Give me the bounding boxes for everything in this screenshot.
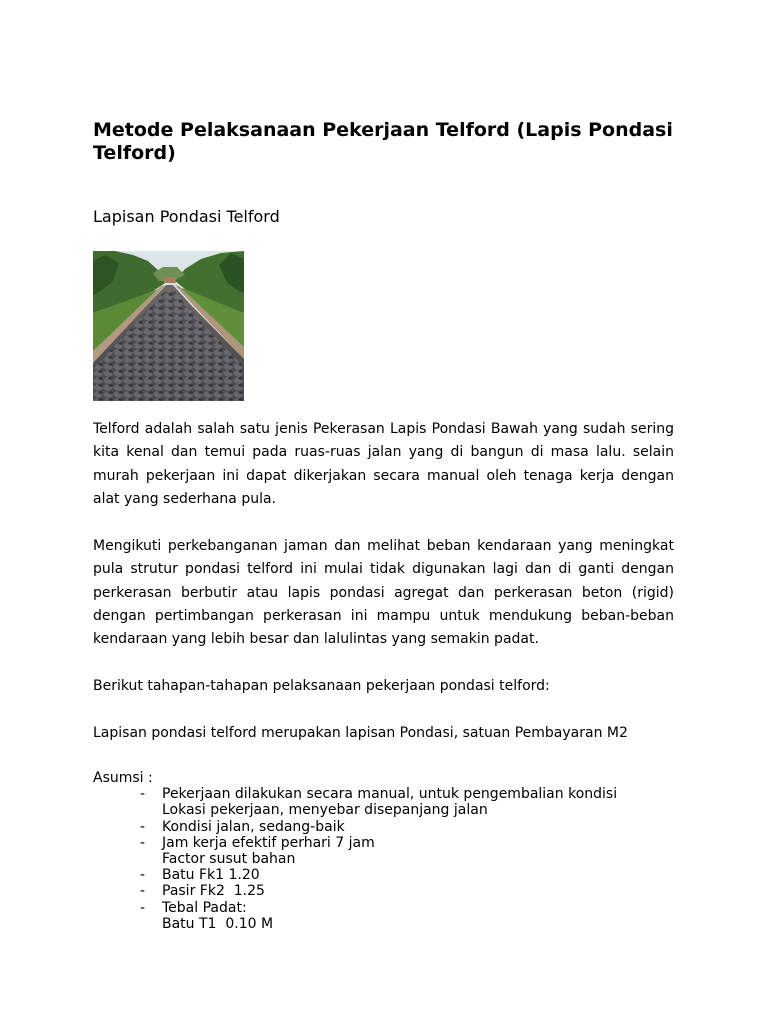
paragraph-payment-unit: Lapisan pondasi telford merupakan lapisan Pondasi, satuan Pembayaran M2 [93, 725, 628, 741]
list-item-text: Tebal Padat: [162, 899, 247, 916]
list-item-continuation: Batu T1 0.10 M [162, 915, 274, 932]
list-item [93, 867, 674, 883]
list-item [93, 900, 674, 932]
list-item-text: Jam kerja efektif perhari 7 jam [162, 834, 375, 851]
telford-road-photo [93, 251, 244, 401]
list-dash: - [140, 899, 146, 916]
paragraph-steps-intro: Berikut tahapan-tahapan pelaksanaan pekerjaan pondasi telford: [93, 678, 550, 694]
list-item [93, 835, 674, 867]
list-dash: - [140, 818, 146, 835]
list-dash: - [140, 883, 146, 900]
list-dash: - [140, 786, 146, 803]
section-subtitle: Lapisan Pondasi Telford [93, 207, 280, 226]
list-item-text: Pasir Fk2 1.25 [162, 883, 265, 900]
paragraph-development: Mengikuti perkebanganan jaman dan melihat beban kendaraan yang meningkat pula strutur pondasi telford ini mulai tidak digunakan lagi dan di ganti dengan perkerasan berbutir atau lapis pondasi agregat dan perkerasan beton (rigid) dengan pertimbangan perkerasan ini mampu untuk mendukung beban-beban kendaraan yang lebih besar dan lalulintas yang semakin padat. [93, 538, 674, 648]
paragraph-telford-intro: Telford adalah salah satu jenis Pekerasan Lapis Pondasi Bawah yang sudah sering kita kenal dan temui pada ruas-ruas jalan yang di bangun di masa lalu. selain murah pekerjaan ini dapat dikerjakan secara manual oleh tenaga kerja dengan alat yang sederhana pula. [93, 421, 674, 507]
assumptions-section [93, 770, 674, 932]
list-item [93, 786, 674, 818]
list-item-continuation: Lokasi pekerjaan, menyebar disepanjang jalan [162, 802, 488, 819]
page-title: Metode Pelaksanaan Pekerjaan Telford (Lapis Pondasi Telford) [93, 119, 673, 164]
list-item-text: Batu Fk1 1.20 [162, 867, 260, 884]
list-dash: - [140, 834, 146, 851]
list-item-text: Kondisi jalan, sedang-baik [162, 818, 345, 835]
list-item-continuation: Factor susut bahan [162, 851, 296, 868]
assumptions-list [93, 786, 674, 932]
list-item-text: Pekerjaan dilakukan secara manual, untuk pengembalian kondisi [162, 786, 618, 803]
list-dash: - [140, 867, 146, 884]
assumptions-label: Asumsi : [93, 770, 153, 786]
list-item [93, 883, 674, 899]
list-item [93, 819, 674, 835]
